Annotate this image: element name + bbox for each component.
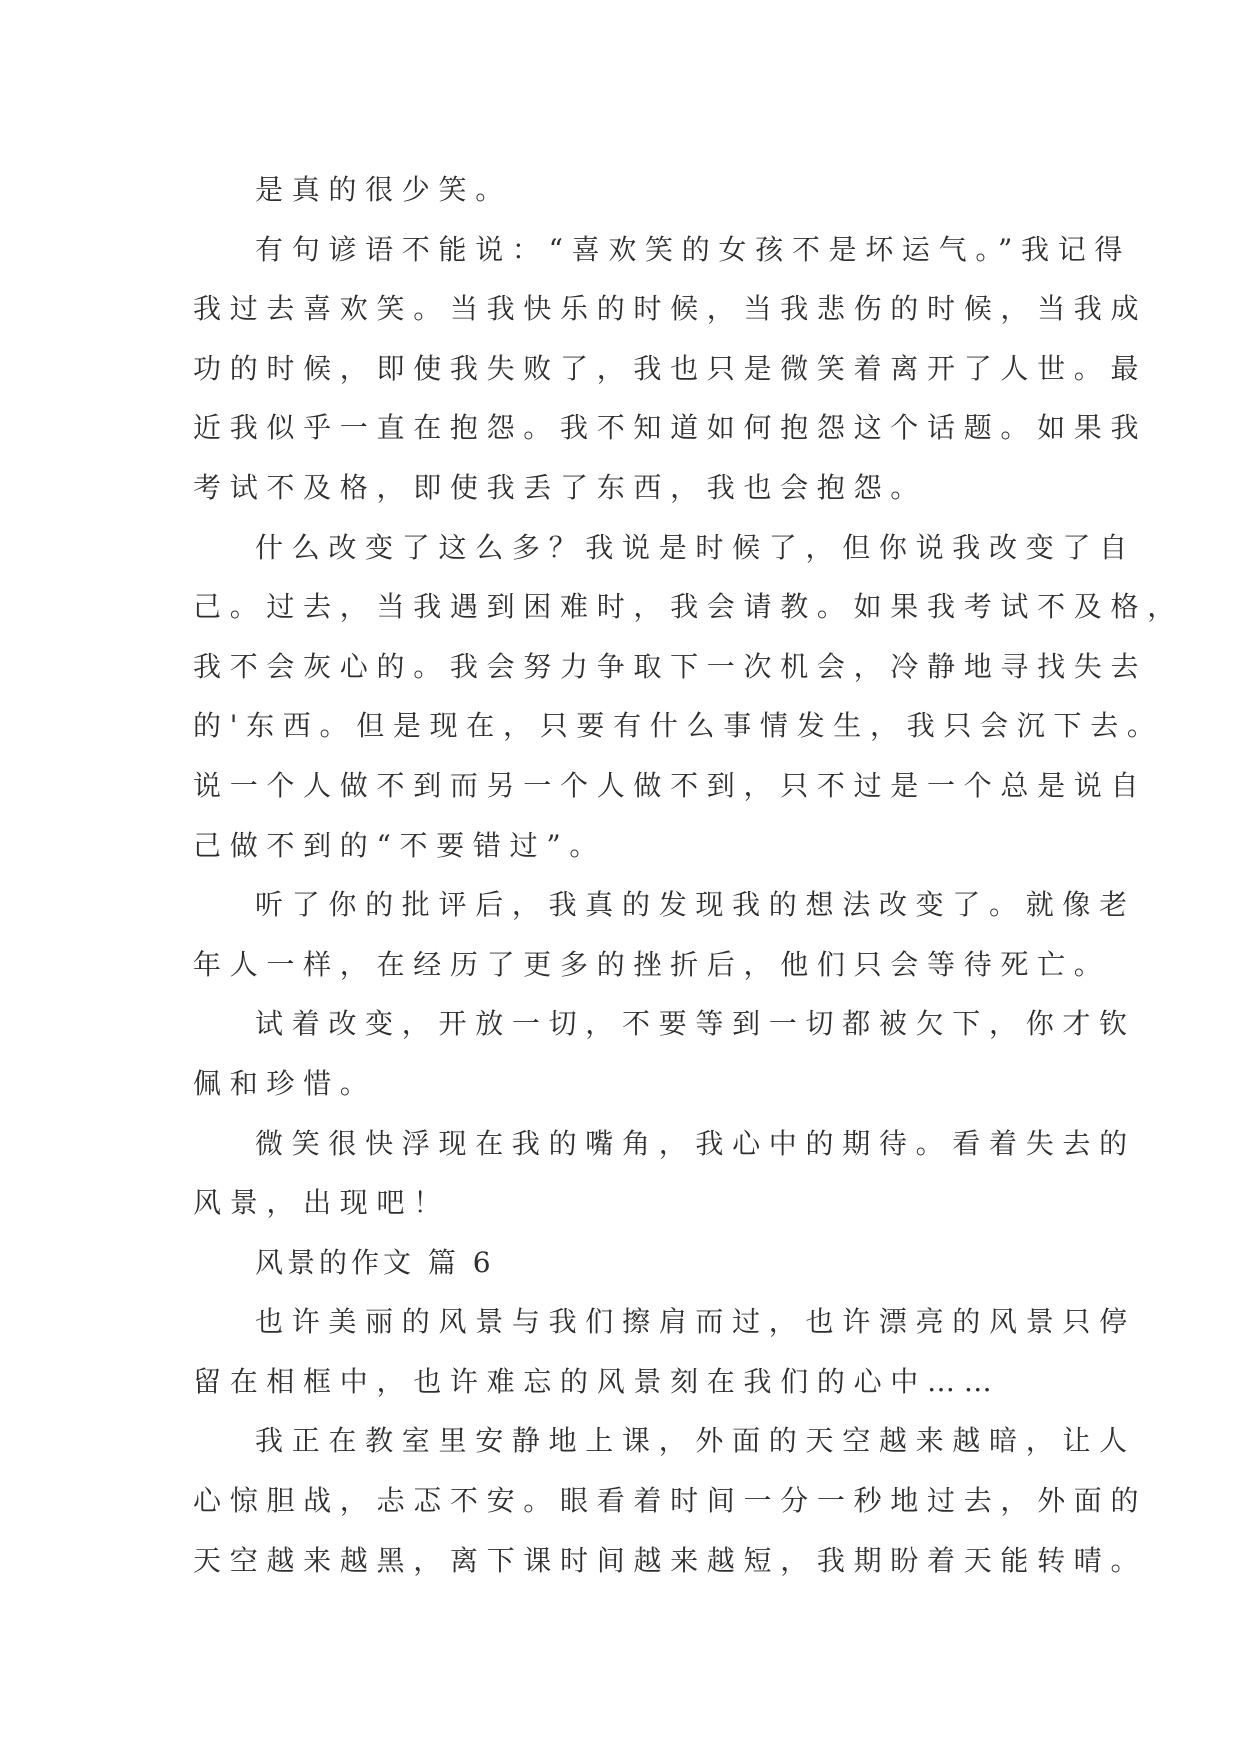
paragraph-line: 天空越来越黑，离下课时间越来越短，我期盼着天能转晴。 xyxy=(193,1543,1148,1577)
paragraph-line: 试着改变，开放一切，不要等到一切都被欠下，你才钦 xyxy=(255,1007,1136,1041)
paragraph-line: 风景，出现吧！ xyxy=(193,1186,450,1220)
paragraph-line: 是真的很少笑。 xyxy=(255,173,512,206)
paragraph-line: 也许美丽的风景与我们擦肩而过，也许漂亮的风景只停 xyxy=(255,1305,1136,1339)
paragraph-line: 年人一样，在经历了更多的挫折后，他们只会等待死亡。 xyxy=(193,947,1111,981)
paragraph-line: 己。过去，当我遇到困难时，我会请教。如果我考试不及格， xyxy=(193,590,1184,624)
paragraph-line: 微笑很快浮现在我的嘴角，我心中的期待。看着失去的 xyxy=(255,1126,1136,1160)
paragraph-line: 听了你的批评后，我真的发现我的想法改变了。就像老 xyxy=(255,888,1136,922)
paragraph-line: 我过去喜欢笑。当我快乐的时候，当我悲伤的时候，当我成 xyxy=(193,292,1148,326)
paragraph-line: 心惊胆战，忐忑不安。眼看着时间一分一秒地过去，外面的 xyxy=(193,1484,1148,1518)
paragraph-line: 我不会灰心的。我会努力争取下一次机会，冷静地寻找失去 xyxy=(193,649,1148,683)
paragraph-line: 我正在教室里安静地上课，外面的天空越来越暗，让人 xyxy=(255,1424,1136,1458)
paragraph-line: 佩和珍惜。 xyxy=(193,1066,377,1100)
paragraph-line: 留在相框中，也许难忘的风景刻在我们的心中…… xyxy=(193,1364,1001,1398)
paragraph-line: 考试不及格，即使我丢了东西，我也会抱怨。 xyxy=(193,470,928,504)
paragraph-line: 近我似乎一直在抱怨。我不知道如何抱怨这个话题。如果我 xyxy=(193,411,1148,445)
paragraph-line: 己做不到的“不要错过”。 xyxy=(193,828,607,862)
paragraph-line: 说一个人做不到而另一个人做不到，只不过是一个总是说自 xyxy=(193,768,1148,802)
section-heading: 风景的作文 篇 6 xyxy=(255,1245,495,1279)
paragraph-line: 的'东西。但是现在，只要有什么事情发生，我只会沉下去。 xyxy=(193,709,1164,743)
paragraph-line: 什么改变了这么多？我说是时候了，但你说我改变了自 xyxy=(255,530,1136,564)
paragraph-line: 功的时候，即使我失败了，我也只是微笑着离开了人世。最 xyxy=(193,351,1148,385)
paragraph-line: 有句谚语不能说：“喜欢笑的女孩不是坏运气。”我记得 xyxy=(255,232,1132,266)
document-body xyxy=(193,160,1184,1590)
